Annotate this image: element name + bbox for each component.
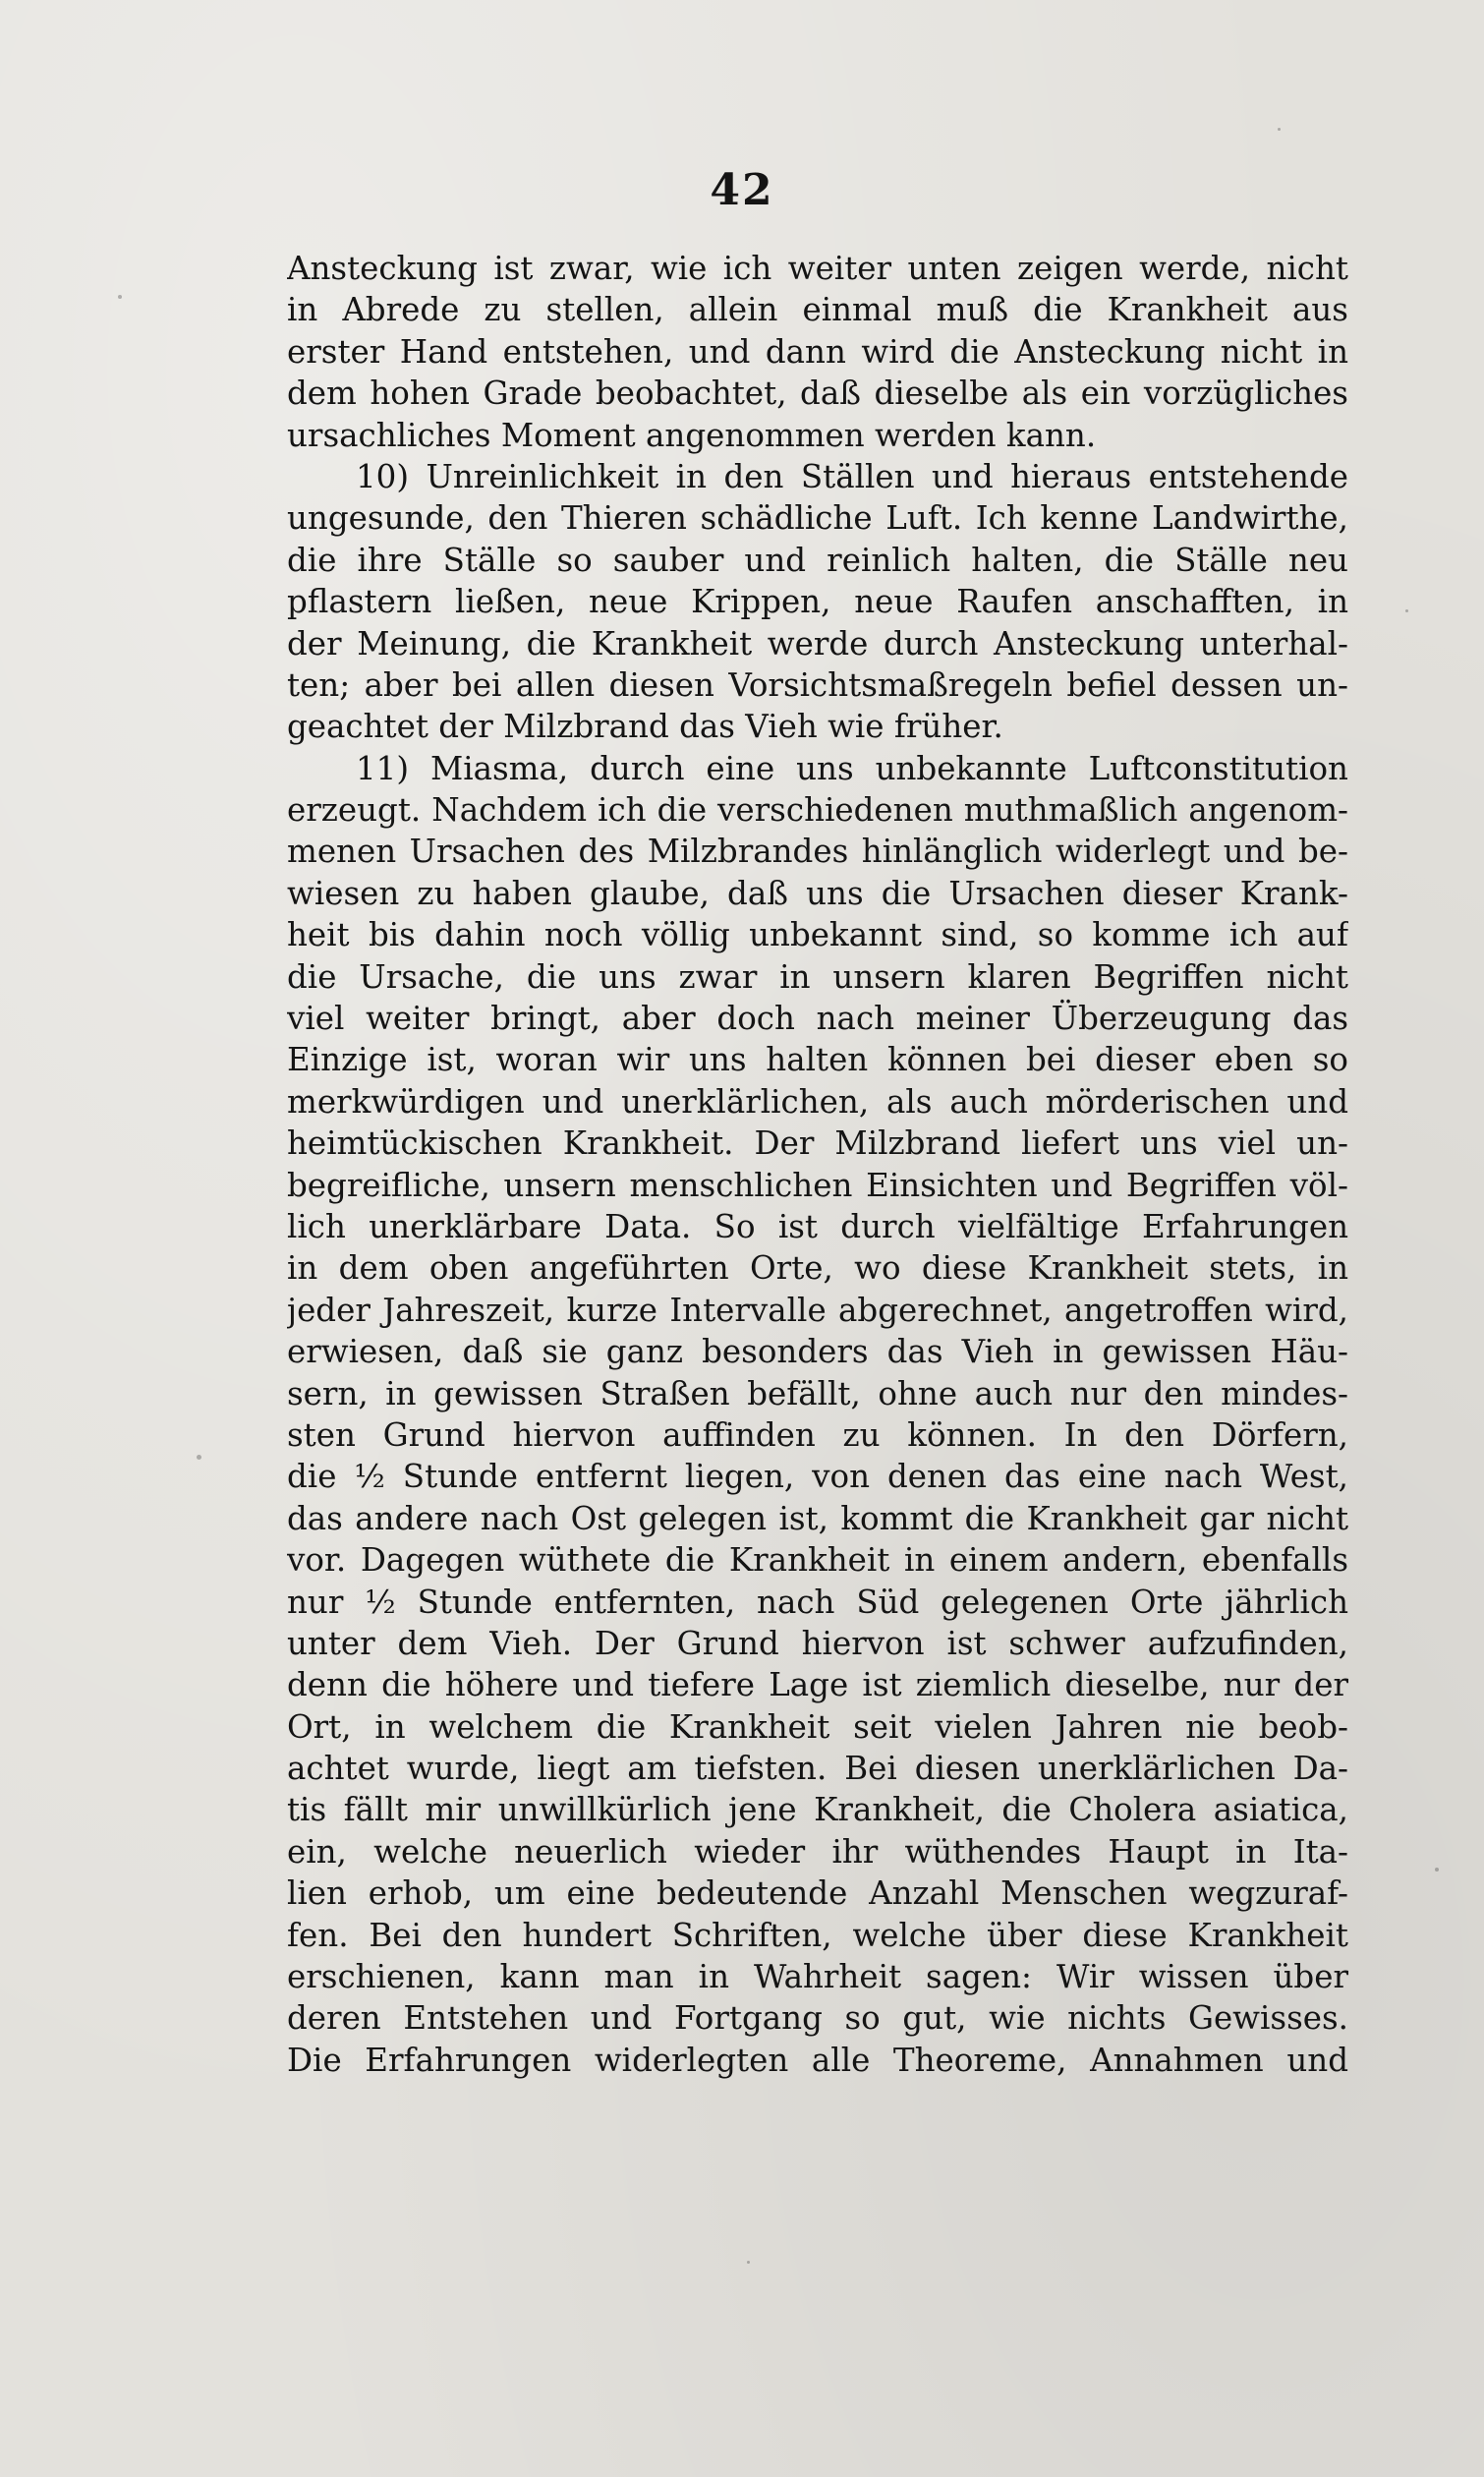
text-line: lien erhob, um eine bedeutende Anzahl Menschen wegzuraf- xyxy=(287,1874,1348,1913)
text-line: 11) Miasma, durch eine uns unbekannte Luftconstitution xyxy=(356,749,1348,787)
text-line: ten; aber bei allen diesen Vorsichtsmaßregeln befiel dessen un- xyxy=(287,665,1348,704)
paper-speck xyxy=(197,1455,201,1460)
text-line: wiesen zu haben glaube, daß uns die Ursachen dieser Krank- xyxy=(287,874,1348,912)
text-line: menen Ursachen des Milzbrandes hinlänglich widerlegt und be- xyxy=(287,833,1348,871)
text-line: pflastern ließen, neue Krippen, neue Raufen anschafften, in xyxy=(287,583,1348,621)
text-line: erster Hand entstehen, und dann wird die Ansteckung nicht in xyxy=(287,332,1348,371)
text-line: sten Grund hiervon auffinden zu können. In den Dörfern, xyxy=(287,1415,1348,1454)
text-line: der Meinung, die Krankheit werde durch Ansteckung unterhal- xyxy=(287,624,1348,662)
paper-speck xyxy=(1405,609,1408,612)
text-line: Einzige ist, woran wir uns halten können bei dieser eben so xyxy=(287,1041,1348,1079)
text-line: merkwürdigen und unerklärlichen, als auch mörderischen und xyxy=(287,1082,1348,1121)
text-line: geachtet der Milzbrand das Vieh wie früher. xyxy=(287,708,1003,746)
text-line: Ansteckung ist zwar, wie ich weiter unten zeigen werde, nicht xyxy=(287,250,1348,287)
paper-speck xyxy=(747,2261,750,2264)
text-line: achtet wurde, liegt am tiefsten. Bei diesen unerklärlichen Da- xyxy=(287,1750,1348,1788)
text-line: nur ½ Stunde entfernten, nach Süd gelegenen Orte jährlich xyxy=(287,1583,1348,1621)
text-line: ein, welche neuerlich wieder ihr wüthendes Haupt in Ita- xyxy=(287,1832,1348,1871)
text-line: begreifliche, unsern menschlichen Einsichten und Begriffen völ- xyxy=(287,1166,1348,1204)
text-line: fen. Bei den hundert Schriften, welche über diese Krankheit xyxy=(287,1916,1348,1954)
text-line: ungesunde, den Thieren schädliche Luft. Ich kenne Landwirthe, xyxy=(287,499,1348,538)
text-line: das andere nach Ost gelegen ist, kommt die Krankheit gar nicht xyxy=(287,1499,1348,1537)
text-line: Ort, in welchem die Krankheit seit vielen Jahren nie beob- xyxy=(287,1707,1348,1746)
text-line: die ihre Ställe so sauber und reinlich halten, die Ställe neu xyxy=(287,541,1348,579)
text-line: erschienen, kann man in Wahrheit sagen: Wir wissen über xyxy=(287,1958,1348,1996)
text-line: vor. Dagegen wüthete die Krankheit in einem andern, ebenfalls xyxy=(287,1541,1348,1580)
text-line: lich unerklärbare Data. So ist durch vielfältige Erfahrungen xyxy=(287,1207,1348,1245)
text-line: erzeugt. Nachdem ich die verschiedenen muthmaßlich angenom- xyxy=(287,791,1348,830)
text-line: dem hohen Grade beobachtet, daß dieselbe als ein vorzügliches xyxy=(287,374,1348,413)
text-line: Die Erfahrungen widerlegten alle Theoreme, Annahmen und xyxy=(287,2041,1348,2079)
text-line: heimtückischen Krankheit. Der Milzbrand liefert uns viel un- xyxy=(287,1124,1348,1163)
text-line: 10) Unreinlichkeit in den Ställen und hieraus entstehende xyxy=(356,457,1348,495)
text-line: in dem oben angeführten Orte, wo diese Krankheit stets, in xyxy=(287,1249,1348,1288)
text-line: unter dem Vieh. Der Grund hiervon ist schwer aufzufinden, xyxy=(287,1624,1348,1662)
text-line: die Ursache, die uns zwar in unsern klaren Begriffen nicht xyxy=(287,957,1348,996)
text-line: erwiesen, daß sie ganz besonders das Vieh in gewissen Häu- xyxy=(287,1333,1348,1371)
paper-speck xyxy=(1435,1868,1439,1872)
paper-speck xyxy=(1278,128,1281,131)
text-line: sern, in gewissen Straßen befällt, ohne auch nur den mindes- xyxy=(287,1374,1348,1412)
text-line: ursachliches Moment angenommen werden kann. xyxy=(287,416,1097,454)
text-line: viel weiter bringt, aber doch nach meiner Überzeugung das xyxy=(287,1000,1348,1038)
text-line: tis fällt mir unwillkürlich jene Krankheit, die Cholera asiatica, xyxy=(287,1791,1348,1829)
text-line: heit bis dahin noch völlig unbekannt sind, so komme ich auf xyxy=(287,916,1348,954)
body-text xyxy=(287,248,1348,2081)
text-line: in Abrede zu stellen, allein einmal muß die Krankheit aus xyxy=(287,291,1348,329)
text-line: deren Entstehen und Fortgang so gut, wie nichts Gewisses. xyxy=(287,1999,1348,2038)
text-line: die ½ Stunde entfernt liegen, von denen das eine nach West, xyxy=(287,1458,1348,1496)
paper-speck xyxy=(118,295,122,299)
text-line: denn die höhere und tiefere Lage ist ziemlich dieselbe, nur der xyxy=(287,1666,1348,1704)
text-line: jeder Jahreszeit, kurze Intervalle abgerechnet, angetroffen wird, xyxy=(287,1291,1348,1329)
page-number: 42 xyxy=(710,165,774,215)
